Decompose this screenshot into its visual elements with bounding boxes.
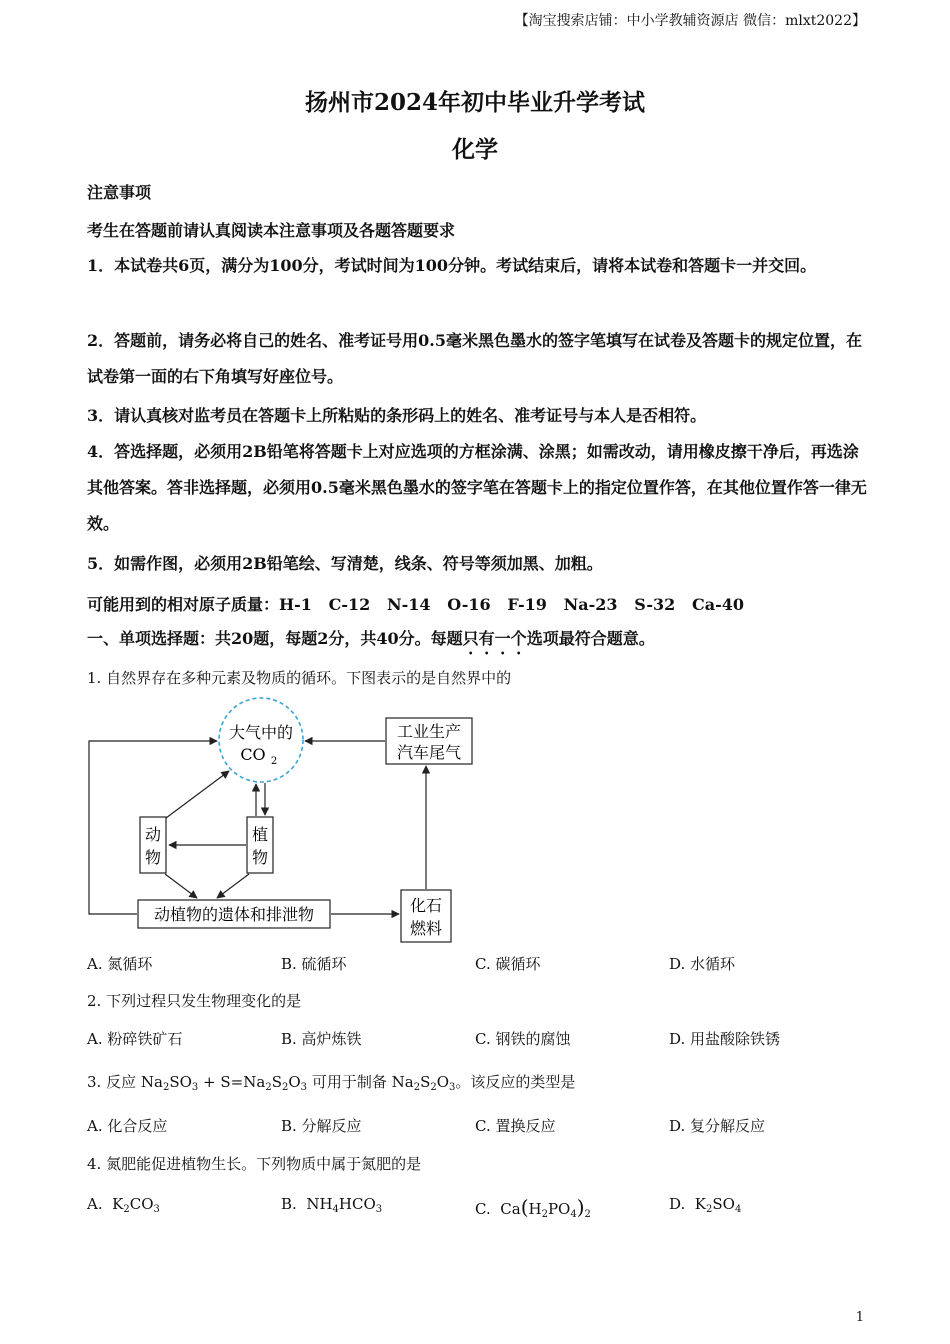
section1-heading (87, 626, 655, 658)
rule-5: 5．如需作图，必须用2B铅笔绘、写清楚，线条、符号等须加黑、加粗。 (87, 554, 603, 573)
q2-option-a[interactable]: A. 粉碎铁矿石 (87, 1030, 183, 1048)
q4-option-b[interactable]: B. $NH_4HCO_3$ (281, 1195, 383, 1215)
q1-option-d[interactable]: D. 水循环 (669, 955, 736, 973)
q4-option-a-label: A. (87, 1195, 103, 1213)
section1-heading-emph: 只有一个 (462, 629, 527, 648)
q1-option-b[interactable]: B. 硫循环 (281, 955, 347, 973)
q2-option-c[interactable]: C. 钢铁的腐蚀 (475, 1030, 571, 1048)
q3-stem-pre: 3. 反应 (87, 1073, 137, 1091)
carbon-cycle-diagram (85, 692, 505, 948)
q4-option-c[interactable]: C. $Ca(H_2PO_4)_2$ (475, 1195, 591, 1220)
q4-stem: 4. 氮肥能促进植物生长。下列物质中属于氮肥的是 (87, 1155, 422, 1173)
q3-option-b[interactable]: B. 分解反应 (281, 1117, 362, 1135)
animal-label-1: 动 (144, 825, 162, 844)
plant-label-1: 植 (251, 825, 269, 844)
q3-stem-post: 。该反应的类型是 (455, 1073, 576, 1091)
q3-product: $Na_2S_2O_3$ (391, 1073, 456, 1093)
q3-option-c[interactable]: C. 置换反应 (475, 1117, 556, 1135)
exam-title: 扬州市2024年初中毕业升学考试 (304, 89, 645, 116)
remains-label: 动植物的遗体和排泄物 (153, 905, 315, 924)
q3-equation: $Na_2SO_3 + S=Na_2S_2O_3$ (140, 1073, 308, 1093)
co2-label-sub: 2 (270, 756, 278, 767)
q3-option-d[interactable]: D. 复分解反应 (669, 1117, 766, 1135)
notice-heading: 注意事项 (87, 183, 152, 202)
rule-4: 4．答选择题，必须用2B铅笔将答题卡上对应选项的方框涂满、涂黑；如需改动，请用橡皮擦干净后，再选涂其他答案。答非选择题，必须用0.5毫米黑色墨水的签字笔在答题卡上的指定位置作答，在其他位置作答一律无效。 (87, 442, 867, 533)
q3-stem-mid: 可用于制备 (311, 1073, 387, 1091)
notice-intro: 考生在答题前请认真阅读本注意事项及各题答题要求 (87, 221, 456, 240)
plant-label-2: 物 (251, 848, 269, 867)
q4-option-d[interactable]: D. $K_2SO_4$ (669, 1195, 742, 1215)
q4-option-b-label: B. (281, 1195, 297, 1213)
q4-option-c-label: C. (475, 1200, 491, 1218)
page-number: 1 (855, 1310, 864, 1325)
q2-stem: 2. 下列过程只发生物理变化的是 (87, 992, 302, 1010)
q2-option-d[interactable]: D. 用盐酸除铁锈 (669, 1030, 781, 1048)
q4-option-d-label: D. (669, 1195, 686, 1213)
industry-label-2: 汽车尾气 (396, 743, 462, 762)
animal-label-2: 物 (144, 848, 162, 867)
co2-label-2: CO (240, 745, 266, 764)
q2-option-b[interactable]: B. 高炉炼铁 (281, 1030, 362, 1048)
rule-3: 3．请认真核对监考员在答题卡上所粘贴的条形码上的姓名、准考证号与本人是否相符。 (87, 406, 707, 425)
q1-stem: 1. 自然界存在多种元素及物质的循环。下图表示的是自然界中的 (87, 669, 512, 687)
rule-1: 1．本试卷共6页，满分为100分，考试时间为100分钟。考试结束后，请将本试卷和答题卡一并交回。 (87, 256, 817, 275)
section1-heading-pre: 一、单项选择题：共20题，每题2分，共40分。每题 (87, 629, 463, 648)
q3-option-a[interactable]: A. 化合反应 (87, 1117, 168, 1135)
q3-stem (87, 1071, 575, 1093)
industry-label-1: 工业生产 (396, 722, 462, 741)
header-note: 【淘宝搜索店铺：中小学教辅资源店 微信：mlxt2022】 (514, 13, 866, 29)
q1-option-a[interactable]: A. 氮循环 (87, 955, 153, 973)
section1-heading-post: 选项最符合题意。 (526, 629, 655, 648)
fossil-label-1: 化石 (409, 896, 443, 915)
fossil-label-2: 燃料 (409, 919, 443, 938)
rule-2: 2．答题前，请务必将自己的姓名、准考证号用0.5毫米黑色墨水的签字笔填写在试卷及答题卡的规定位置，在试卷第一面的右下角填写好座位号。 (87, 331, 862, 386)
q4-option-a[interactable]: A. $K_2CO_3$ (87, 1195, 160, 1215)
q1-option-c[interactable]: C. 碳循环 (475, 955, 541, 973)
co2-label-1: 大气中的 (228, 723, 294, 742)
exam-subject: 化学 (452, 136, 498, 163)
atomic-masses: 可能用到的相对原子质量：H-1 C-12 N-14 O-16 F-19 Na-23 S-32 Ca-40 (87, 595, 744, 614)
